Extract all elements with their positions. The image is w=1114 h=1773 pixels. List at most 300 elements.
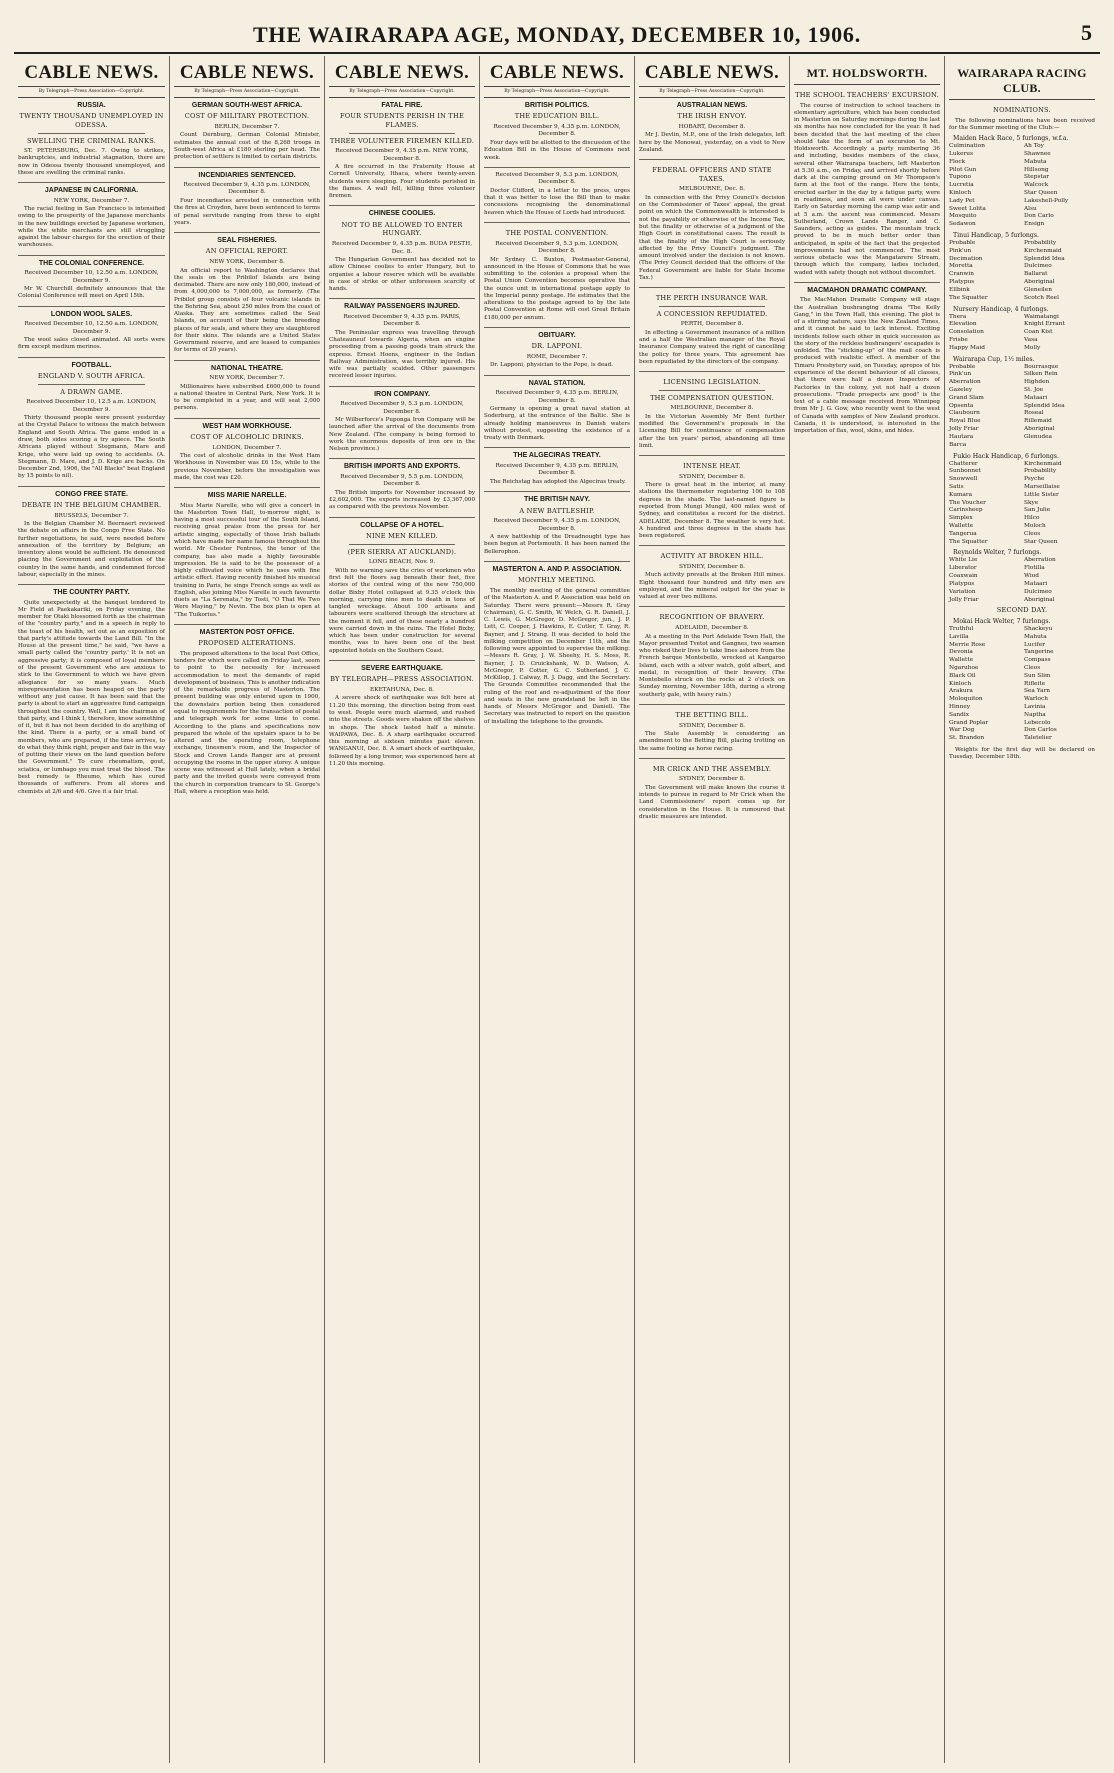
article-headline: MASTERTON A. AND P. ASSOCIATION. <box>492 566 622 574</box>
horse-name: St. Brandon <box>949 735 985 742</box>
news-article <box>639 607 785 704</box>
horse-name: Splendid Idea <box>1024 402 1065 409</box>
article-headline: COLLAPSE OF A HOTEL. <box>360 521 444 529</box>
horse-name: Lavinia <box>1024 704 1046 711</box>
column-heading: CABLE NEWS. <box>484 56 630 87</box>
news-article <box>174 233 320 361</box>
article-body: The Reichstag has adopted the Algeciras treaty. <box>490 478 626 485</box>
horse-name: Star Queen <box>1024 538 1058 545</box>
article-dateline: SYDNEY, December 8. <box>678 473 746 480</box>
horse-name: Carinsheep <box>949 507 983 514</box>
article-subhead: A NEW BATTLESHIP. <box>519 506 595 515</box>
news-article <box>639 288 785 372</box>
article-dateline: Received December 9, 4.35 p.m. BERLIN, December 8. <box>495 390 619 404</box>
article-dateline: PERTH, December 8. <box>680 321 744 328</box>
news-article <box>484 98 630 168</box>
horse-name: St. Joe <box>1024 387 1044 394</box>
news-article <box>484 562 630 731</box>
divider <box>38 384 145 385</box>
horse-name: Rillemaid <box>1024 418 1052 425</box>
horse-name: Hilco <box>1024 515 1040 522</box>
news-article <box>174 419 320 489</box>
article-subhead: THE POSTAL CONVENTION. <box>505 228 609 237</box>
racing-nominations <box>949 100 1095 767</box>
race-title: Tinui Handicap, 5 furlongs. <box>953 232 1040 240</box>
article-dateline: Received December 9, 4.35 p.m. BERLIN, December 8. <box>495 462 619 477</box>
race-title: Fukio Hack Handicap, 6 furlongs. <box>953 452 1059 460</box>
article-body: There is great heat in the interior, at many stations the thermometer registering 100 to 108 degrees in the shade. The last-named figure is reported from Mungi Mungil, 400 miles west of Sydney, and constitutes a record for the district. ADELAIDE, December 8. The weather is very hot. A hundred and three degrees in the shade has been registered. <box>639 482 785 540</box>
horse-name: Platypus <box>949 279 975 286</box>
article-subhead: PROPOSED ALTERATIONS. <box>198 639 296 648</box>
article-dateline: Received December 9, 5.5 p.m. LONDON, December 8. <box>340 473 464 488</box>
horse-name: Taletelier <box>1024 735 1052 742</box>
article-headline: OBITUARY. <box>538 331 576 339</box>
article-dateline: MELBOURNE, Dec. 8. <box>679 186 745 193</box>
article-dateline: ROME, December 7. <box>526 353 588 360</box>
article-body: In effecting a Government insurance of a million and a half the Westralian manager of the Royal Insurance Company waived the right of cancelling the policy for three years. This agreement has been repudiated by the directors of the company. <box>639 329 785 365</box>
article-dateline: BRUSSELS, December 7. <box>54 512 129 519</box>
article-subhead: TWENTY THOUSAND UNEMPLOYED IN ODESSA. <box>19 112 164 129</box>
news-article <box>484 168 630 223</box>
horse-name: Lavilla <box>949 633 969 640</box>
newspaper-columns <box>14 56 1100 1763</box>
news-article <box>484 448 630 492</box>
news-article <box>174 361 320 419</box>
article-headline: AUSTRALIAN NEWS. <box>676 102 748 109</box>
horse-name: Simplex <box>949 515 973 522</box>
article-dateline: NEW YORK, December 7. <box>53 197 130 204</box>
horse-name: Highden <box>1024 379 1050 386</box>
news-article <box>174 168 320 234</box>
horse-name: Aberration <box>1024 557 1056 564</box>
horse-name: Moloch <box>1024 523 1046 530</box>
horse-name: The Squatter <box>949 538 988 545</box>
horse-name: Ngaruhoe <box>949 664 979 671</box>
horse-name: Coaxwain <box>949 573 978 580</box>
column-byline: By Telegraph—Press Association—Copyright. <box>174 87 320 98</box>
horse-name: Kirchenmaid <box>1024 460 1062 467</box>
article-subhead: DEBATE IN THE BELGIUM CHAMBER. <box>21 500 162 509</box>
article-subhead: THE BETTING BILL. <box>675 710 749 719</box>
article-subhead: NINE MEN KILLED. <box>366 532 438 541</box>
article-headline: THE COLONIAL CONFERENCE. <box>38 259 145 267</box>
news-article <box>329 206 475 299</box>
horse-name: Psyche <box>1024 476 1045 483</box>
horse-name: Lebecolo <box>1024 719 1051 726</box>
article-body: Four incendiaries arrested in connection with the fires at Croydon, have been sentenced to terms of penal servitude ranging from three to eight years. <box>174 198 320 226</box>
horse-name: Satis <box>949 483 964 490</box>
article-body: The MacMahon Dramatic Company will stage the Australian bushranging drama "The Kelly Gang," in the Town Hall, this evening. The plot is of a stirring nature, says the New Zealand Times, and it cannot be said to lack interest. Exciting incidents follow each other in quick succession as the story of the reckless bushrangers' escapades is unfolded. The "sticking-up" of the mail coach is produced with realistic effect. A member of the Timaru Presbytery said, on Tuesday, apropos of his experience of the decent behaviour of all classes, that there were half a dozen Inspectors of Factories in the colony, yet not half a dozen prosecutions. "Trade prospects are good" is the text of a cable message received from Winnipeg from Mr J. G. Gow, who recently went to the west of Canada with samples of New Zealand produce. Canada, it is understood, is interested in the importation of flax, wool, skins, and hides. <box>794 297 940 435</box>
horse-name: Waimatangi <box>1024 313 1059 320</box>
column-heading: CABLE NEWS. <box>174 56 320 87</box>
horse-name: Frisbe <box>949 336 968 343</box>
horse-name: Hillsong <box>1024 166 1049 173</box>
horse-name: The Voucher <box>949 499 986 506</box>
horse-name: Probability <box>1024 468 1057 475</box>
news-article <box>639 759 785 826</box>
horse-list <box>949 557 1095 604</box>
horse-name: Arakura <box>949 688 973 695</box>
horse-name: Consolation <box>949 329 984 336</box>
horse-name: Mataari <box>1024 580 1048 587</box>
article-headline: CONGO FREE STATE. <box>55 490 128 498</box>
article-dateline: SYDNEY, December 8. <box>678 563 746 570</box>
horse-name: Bourrasque <box>1024 363 1059 370</box>
article-headline: MISS MARIE NARELLE. <box>207 492 287 500</box>
article-body: Millionaires have subscribed £600,000 to found a national theatre in Central Park, New York. It is to be completed in a year, and will seat 2,000 persons. <box>174 383 320 412</box>
horse-name: Variation <box>949 588 976 595</box>
horse-name: Lukerus <box>949 150 974 157</box>
horse-name: Knight Errant <box>1024 321 1065 328</box>
article-body: Mr J. Devlin, M.P., one of the Irish delegates, left here by the Monowai, yesterday, on a visit to New Zealand. <box>639 132 785 154</box>
horse-name: Merrie Rose <box>949 641 986 648</box>
horse-name: Chatterer <box>949 460 978 467</box>
horse-name: Sandix <box>949 711 969 718</box>
horse-list <box>949 461 1095 547</box>
article-headline: RUSSIA. <box>77 102 106 109</box>
horse-name: Coan Kist <box>1024 329 1053 336</box>
horse-name: Dulcimeo <box>1024 263 1052 270</box>
article-body: At a meeting in the Port Adelaide Town Hall, the Mayor presented Tvetot and Gangnes, two seamen who risked their lives to take lines ashore from the French barque Montebello, wrecked at Kangaroo Island, each with a silver watch, gold albert, and medal, in recognition of their bravery. (The Montebello struck on the rocks at 2 o'clock on Sunday morning, November 18th, during a strong southerly gale, with heavy rain.) <box>639 633 785 698</box>
article-subhead: DR. LAPPONI. <box>531 342 583 351</box>
article-headline: INCENDIARIES SENTENCED. <box>198 171 296 179</box>
divider <box>349 133 455 134</box>
article-dateline: Received December 9, 5.3 p.m. LONDON, December 8. <box>340 401 464 415</box>
horse-name: Warloch <box>1024 696 1049 703</box>
article-dateline: EKETAHUNA, Dec. 8. <box>370 686 434 693</box>
horse-name: Opsenta <box>949 402 974 409</box>
news-article <box>18 585 165 801</box>
news-article <box>639 456 785 546</box>
column-heading: MT. HOLDSWORTH. <box>794 56 940 85</box>
article-headline: SEVERE EARTHQUAKE. <box>361 664 443 672</box>
article-subhead: THE COMPENSATION QUESTION. <box>650 393 774 402</box>
horse-name: Lucretia <box>949 182 974 189</box>
news-article <box>639 546 785 607</box>
news-article <box>18 358 165 487</box>
article-body: In the Belgian Chamber M. Beernaert reviewed the debate on affairs in the Congo Free State. No further negotiations, he said, were needed before annexation of the territory by Belgium; an inventory alone would be sufficient. He denounced placing the Government and exploitation of the country in the same hands, and condemned forced labour, especially in the mines. <box>18 521 165 578</box>
horse-name: Cleos <box>1024 664 1041 671</box>
horse-name: Probable <box>949 240 976 247</box>
horse-name: Flock <box>949 158 966 165</box>
article-body: Doctor Clifford, in a letter to the press, urges that it was better to lose the Bill than to make concessions recognising the denominational heaven which the House of Lords had introduced. <box>484 187 630 216</box>
article-subhead: RECOGNITION OF BRAVERY. <box>659 613 765 622</box>
horse-name: Roseal <box>1024 410 1044 417</box>
news-column-7 <box>944 56 1099 1763</box>
horse-list <box>949 626 1095 743</box>
horse-name: Truthful <box>949 625 974 632</box>
weights-notice: Weights for the first day will be declared on Tuesday, December 18th. <box>949 747 1095 761</box>
news-article <box>329 661 475 773</box>
horse-name: Pink'un <box>949 371 972 378</box>
news-column-1 <box>14 56 169 1763</box>
article-subhead: FOUR STUDENTS PERISH IN THE FLAMES. <box>340 112 464 129</box>
horse-name: Grand Slam <box>949 394 984 401</box>
news-column-4 <box>479 56 634 1763</box>
article-body: Much activity prevails at the Broken Hill mines. Eight thousand four hundred and fifty men are employed, and the mineral output for the year is valued at over two millions. <box>639 572 785 601</box>
column-byline: By Telegraph—Press Association—Copyright. <box>639 87 785 98</box>
news-article <box>174 488 320 625</box>
news-column-5 <box>634 56 789 1763</box>
news-article <box>18 256 165 307</box>
horse-name: Cranwin <box>949 271 974 278</box>
race-title: Reynolds Welter, 7 furlongs. <box>953 549 1042 557</box>
news-article <box>794 85 940 283</box>
article-headline: THE COUNTRY PARTY. <box>53 589 130 597</box>
horse-name: Star Queen <box>1024 189 1058 196</box>
article-subhead: ENGLAND V. SOUTH AFRICA. <box>37 372 146 381</box>
horse-name: Sea Yarn <box>1024 688 1051 695</box>
column-byline: By Telegraph—Press Association—Copyright. <box>18 87 165 98</box>
horse-name: Gleneilen <box>1024 286 1052 293</box>
article-headline: THE BRITISH NAVY. <box>524 496 590 504</box>
horse-name: Marseillaise <box>1024 483 1060 490</box>
article-subhead: THE EDUCATION BILL. <box>514 112 600 121</box>
article-body: A fire occurred in the Fraternity House at Cornell University, Ithaca, where twenty-seven students were sleeping. Four students perished in the flames. A wall fell, killing three volunteer firemen. <box>329 164 475 200</box>
horse-name: Kinloch <box>949 189 972 196</box>
newspaper-title: THE WAIRARAPA AGE, MONDAY, DECEMBER 10, 1906. <box>252 22 862 47</box>
divider <box>349 544 455 545</box>
horse-name: Sweet Lolita <box>949 205 986 212</box>
horse-name: Wiod <box>1024 573 1039 580</box>
article-dateline: Received December 10, 12.5 a.m. LONDON, December 9. <box>26 399 157 413</box>
horse-name: Mataari <box>1024 394 1048 401</box>
horse-name: Decimation <box>949 255 983 262</box>
article-subhead: THE SCHOOL TEACHERS' EXCURSION. <box>795 91 939 99</box>
divider <box>38 133 145 134</box>
article-headline: MASTERTON POST OFFICE. <box>199 628 295 636</box>
horse-name: Ballarat <box>1024 271 1048 278</box>
article-subhead: AN OFFICIAL REPORT. <box>205 247 289 256</box>
article-subhead: ACTIVITY AT BROKEN HILL. <box>660 552 764 561</box>
horse-name: Probability <box>1024 240 1057 247</box>
article-body: ST. PETERSBURG, Dec. 7. Owing to strikes, bankruptcies, and industrial stagnation, there are now in Odessa twenty thousand unemployed, and these are swelling the criminal ranks. <box>18 148 165 176</box>
news-article <box>329 459 475 517</box>
article-body: A new battleship of the Dreadnought type has been begun at Portsmouth. It has been named the Bellerophon. <box>484 534 630 555</box>
article-body: Quite unexpectedly at the banquet tendered to Mr Field at Paekakariki, on Friday evening, the member for Otaki blossomed forth as the chairman of the "country party," and in a speech in reply to the toast of his health, set out as an exposition of that party's attitude towards the Land Bill. "In the House at the present time," he said, "we have a small party called the 'country party.' It is not an aggressive party; it is composed of loyal members of the present Government who are anxious to stick to the Government to which we have given allegiance for so many years. Much misrepresentation has been heaped on the party without any just cause. It has been said that the party is about to start an aggressive fund campaign throughout the country. Well, I am the chairman of that party, and I think I, therefore, know something of it, but it has not been decided to do anything of the kind. There is a party, or a small band of members, who are prepared, if the time arrives, to do what they think right, proper and fair in the way of putting their views on the land question before the Government." To cure rheumatism, gout, sciatica, or lumbago you must treat the blood. The best remedy is Rheumo, which has cured thousands of sufferers. From all stores and chemists at 2/6 and 4/6. Give it a fair trial. <box>18 599 165 795</box>
article-body: The Hungarian Government has decided not to allow Chinese coolies to enter Hungary, but to organise a labour reserve which will be available in case of strike or other unforeseen scarcity of hands. <box>329 257 475 293</box>
article-dateline: NEW YORK, December 8. <box>209 259 285 266</box>
horse-name: Little Sister <box>1024 491 1059 498</box>
article-body: The cost of alcoholic drinks in the West Ham Workhouse in November was £6 15s, while to the previous November, before the investigation was made, the cost was £20. <box>174 453 320 481</box>
article-dateline: BERLIN, December 7. <box>214 123 280 130</box>
article-headline: IRON COMPANY. <box>374 390 430 398</box>
horse-name: Tupono <box>949 174 972 181</box>
horse-name: Sedawon <box>949 221 976 228</box>
article-subhead: FEDERAL OFFICERS AND STATE TAXES. <box>652 166 772 183</box>
horse-name: Scotch Reel <box>1024 294 1059 301</box>
horse-name: Lucifer <box>1024 641 1046 648</box>
news-column-2 <box>169 56 324 1763</box>
horse-name: Rifleite <box>1024 680 1046 687</box>
article-dateline: HOBART, December 8. <box>678 123 746 130</box>
news-article <box>484 492 630 562</box>
horse-name: Cleos <box>1024 530 1041 537</box>
article-body: Miss Marie Narelle, who will give a concert in the Masterton Town Hall, to-morrow night, is having a most successful tour of the South Island, receiving great praise from the press for her artistic singing, especially of those Irish ballads which have made her name famous throughout the world. Mr Chester Fentress, the tenor of the company, has also made a highly favourable impression. He is said to be the possessor of a highly cultivated voice which he uses with fine artistic effect. Having recently finished his musical training in Paris, he sings French songs as well as English, also joining Miss Narelle in such favourite duets as "La Serenata," by Tosti, "O That We Two Were Maying," by Nevin. The box plan is open at "The Tuikorius." <box>174 502 320 618</box>
article-body: Mr Sydney C. Buxton, Postmaster-General, announced in the House of Commons that he was submitting to the colonies a proposal when the Postal Union Convention becomes operative that the ounce unit in international postage apply to the Imperial penny postage. He estimates that the alterations to the postage agreed to by the late Postal Convention at Rome will cost Great Britain £180,000 per annum. <box>484 256 630 321</box>
horse-name: Ellbink <box>949 286 970 293</box>
news-column-6 <box>789 56 944 1763</box>
article-subhead: COST OF MILITARY PROTECTION. <box>184 112 310 121</box>
horse-name: Stepstar <box>1024 174 1049 181</box>
article-dateline: Received December 9, 4.35 p.m. LONDON, December 8. <box>183 181 311 196</box>
horse-name: Claubourn <box>949 410 980 417</box>
article-body: Four days will be allotted to the discussion of the Education Bill in the House of Commons next week. <box>484 140 630 161</box>
horse-name: Black Oil <box>949 672 976 679</box>
horse-name: Kinloch <box>949 680 972 687</box>
horse-name: Pink'un <box>949 247 972 254</box>
race-title: Nursery Handicap, 4 furlongs. <box>953 305 1049 313</box>
horse-name: Compass <box>1024 657 1051 664</box>
article-body: Count Dernburg, German Colonial Minister, estimates the annual cost of the 8,268 troops in South-west Africa at £180 sterling per head. The protection of settlers is limited to certain districts. <box>174 132 320 161</box>
news-article <box>639 160 785 288</box>
news-article <box>794 283 940 440</box>
horse-name: Jolly Friar <box>949 426 979 433</box>
news-article <box>18 98 165 183</box>
article-body: The proposed alterations to the local Post Office, tenders for which were called on Friday last, seem to point to the necessity for increased accommodation to meet the demands of rapid development of business. This is another indication of the remarkable progress of Masterton. The present building was only entered upon in 1900, the downstairs portion being then considered equal to requirements for the transaction of postal and telegraph work for some time to come. According to the plans and specifications now prepared the whole of the upstairs space is to be altered and the operating room, telephone exchange, linesmen's room, and the Inspector of Stock and Crown Lands Ranger are at present occupying the rooms in the upper storey. A unique scene was witnessed at Hull lately, when a bridal party and the invited guests were conveyed from the church in corporation tramcars to St. George's Hall, where a reception was held. <box>174 650 320 795</box>
article-subhead: INTENSE HEAT. <box>683 462 741 471</box>
horse-name: Pilot Gun <box>949 166 977 173</box>
horse-name: Ah Toy <box>1024 143 1044 150</box>
article-subhead: THE PERTH INSURANCE WAR. <box>655 294 769 303</box>
horse-list <box>949 143 1095 229</box>
horse-name: Silken Rein <box>1024 371 1058 378</box>
article-headline: NAVAL STATION. <box>528 379 586 387</box>
horse-name: Grand Poplar <box>949 719 989 726</box>
horse-name: Liberator <box>949 565 977 572</box>
article-headline: FATAL FIRE. <box>381 102 423 109</box>
article-body: Germany is opening a great naval station at Soderburg, at the entrance of the Baltic. She is already holding manoeuvres in Danish waters without protest, suggesting the existence of a treaty with Denmark. <box>484 406 630 442</box>
news-article <box>18 307 165 358</box>
horse-name: Aboriginal <box>1024 596 1055 603</box>
article-dateline: Received December 10, 12.50 a.m. LONDON, December 9. <box>24 270 159 284</box>
news-article <box>639 98 785 160</box>
divider <box>659 390 765 391</box>
horse-name: Sunbonnet <box>949 468 981 475</box>
horse-name: Mabuta <box>1024 158 1047 165</box>
horse-name: San Julie <box>1024 507 1051 514</box>
article-dateline: Received December 9, 5.3 p.m. LONDON, December 8. <box>495 240 619 255</box>
horse-name: Glenudea <box>1024 433 1052 440</box>
horse-name: Elevation <box>949 321 977 328</box>
article-body: An official report to Washington declares that the seals on the Pribilof Islands are being decimated. There are now only 180,000, instead of from 4,000,000 to 7,000,000, as formerly. (The Pribilof group consists of four volcanic islands in the Behring Sea, about 250 miles from the coast of Alaska. They are sometimes called the Seal Islands, on account of their being the breeding places of fur seals, and where they are slaughtered for their skins. The islands are a United States Government reserve, and are leased to companies for terms of 20 years). <box>174 267 320 354</box>
column-heading: CABLE NEWS. <box>18 56 165 87</box>
horse-name: Don Carlos <box>1024 727 1057 734</box>
column-heading: WAIRARAPA RACING CLUB. <box>949 56 1095 100</box>
news-article <box>329 387 475 460</box>
horse-name: Wallette <box>949 523 974 530</box>
horse-name: Ensign <box>1024 221 1045 228</box>
article-headline: BRITISH IMPORTS AND EXPORTS. <box>343 463 461 471</box>
article-headline: NATIONAL THEATRE. <box>211 364 283 372</box>
article-body: The British imports for November increased by £2,602,000. The exports increased by £3,367,000 as compared with the previous November. <box>329 489 475 511</box>
news-article <box>18 487 165 586</box>
article-headline: BRITISH POLITICS. <box>524 102 590 109</box>
horse-name: Royal Blue <box>949 418 981 425</box>
article-body: Thirty thousand people were present yesterday at the Crystal Palace to witness the match between England and South Africa. The game ended in a draw, both sides scoring a try apiece. The South Africans played without Stegmann, Mare and Krige, who were laid up owing to accidents. (A. Stegmann, D. Mare, and J. D. Krige are backs. On December 2nd, 1906, the "All Blacks" beat England by 15 points to nil). <box>18 415 165 480</box>
article-dateline: SYDNEY, December 8. <box>678 722 746 729</box>
horse-name: Mahuta <box>1024 633 1047 640</box>
horse-name: Don Carlo <box>1024 213 1054 220</box>
article-subhead: SWELLING THE CRIMINAL RANKS. <box>26 136 157 145</box>
article-headline: SEAL FISHERIES. <box>217 237 277 245</box>
article-dateline: Received December 9, 4.35 p.m. NEW YORK, December 8. <box>335 148 469 162</box>
horse-name: Dulcimeo <box>1024 588 1052 595</box>
article-body: The monthly meeting of the general committee of the Masterton A. and P. Association was held on Saturday. There were present:—Messrs R. Gray (chairman), G. C. Smith, W. Welch, G. R. Daniell, J. C. Lewis, G. McGregor, D. McGregor, jun., J. P. Lett, C. Cooper, J. Hawkins, E. Cutler, T. Gray, R. Bayner, and J. Strang. It was decided to hold the milking competition on December 11th, and the following were appointed to supervise the milking:—Messrs R. Gray, J. W. Sheehy, H. S. Moss, R. Bayner, J. D. Cruickshank, W. D. Watson, A. McGregor, P. Cotter, G. C. Sutherland, J. C. McKillop, J. Calway, R. J. Dagg, and the Secretary. The Grounds Committee recommended that the ruling of the roof and re-adjustment of the floor and seats in the new grandstand be left in the hands of Messrs McGregor and Daniell. The Secretary was instructed to report on the question of installing the telephone to the grounds. <box>484 587 630 725</box>
article-headline: CHINESE COOLIES. <box>368 210 436 218</box>
article-subhead: LICENSING LEGISLATION. <box>663 378 761 387</box>
horse-name: Tangerine <box>1024 649 1054 656</box>
horse-name: Tangerua <box>949 530 977 537</box>
article-dateline: LONG BEACH, Nov. 9. <box>368 559 436 566</box>
page-number: 5 <box>1081 20 1092 45</box>
second-day-heading: SECOND DAY. <box>996 606 1048 615</box>
article-body: Mr Wilberforce's Puponga Iron Company will be launched after the arrival of the documents from New Zealand. (The company is being formed to work the enormous deposits of iron ore in the Nelson province.) <box>329 417 475 453</box>
horse-name: Hautara <box>949 433 974 440</box>
article-body: With no warning save the cries of workmen who first felt the floors sag beneath their feet, five stories of the central wing of the new 750,000 dollar Bixby Hotel collapsed at 9.35 o'clock this morning, carrying nine men to death in tons of tangled wreckage. About 100 artisans and labourers were scattered through the structure at the moment it fell, and of these nearly a hundred were carried down in the ruins. The Hotel Bixby, which has been under construction for several months, was to have been one of the best appointed hotels on the Southern Coast. <box>329 567 475 654</box>
article-body: The wool sales closed animated. All sorts were firm except medium merinos. <box>18 337 165 351</box>
horse-name: The Squatter <box>949 294 988 301</box>
horse-name: Lakeshell-Polly <box>1024 197 1069 204</box>
horse-name: Snowwell <box>949 476 978 483</box>
divider <box>659 306 765 307</box>
horse-name: Shawnee <box>1024 150 1051 157</box>
article-body: The Peninsular express was travelling through Chateauneuf towards Algeria, when an engine proceeding from a passing goods train struck the express. Ernest Hoens, engineer in the Indian Railway Administration, was terribly injured. His wife was partially scalded. Other passengers received lesser injuries. <box>329 329 475 380</box>
article-body: A severe shock of earthquake was felt here at 11.20 this morning, the direction being from east to west. People were much alarmed, and rushed into the streets. Goods were shaken off the shelves in shops. The shock lasted half a minute. WAIPAWA, Dec. 8. A sharp earthquake occurred this morning at sixteen minutes past eleven. WANGANUI, Dec. 8. A smart shock of earthquake, followed by a long tremor, was experienced here at 11.20 this morning. <box>329 695 475 767</box>
article-subhead: NOT TO BE ALLOWED TO ENTER HUNGARY. <box>341 220 463 238</box>
article-body: In connection with the Privy Council's decision on the Commissioner of Taxes' appeal, the great point on which the Commonwealth is interested is not the payability or otherwise of the Income Tax, but the finality or otherwise of a judgment of the High Court in constitutional cases. The result is that the finality of the High Court is seriously affected by the Privy Council's judgment. The amount involved under the decision is not known. (The Privy Council decided that the officers of the Federal Government are liable for State Income Tax.) <box>639 194 785 281</box>
masthead <box>14 14 1100 54</box>
horse-name: Vasa <box>1024 336 1038 343</box>
article-body: The State Assembly is considering an amendment to the Betting Bill, placing trotting on the same footing as horse racing. <box>639 731 785 752</box>
news-article <box>639 705 785 759</box>
horse-list <box>949 364 1095 450</box>
article-subhead: A DRAWN GAME. <box>60 387 123 396</box>
column-byline: By Telegraph—Press Association—Copyright. <box>484 87 630 98</box>
article-dateline: Received December 9, 5.3 p.m. LONDON, December 8. <box>495 171 619 186</box>
horse-name: Alsu <box>1024 205 1037 212</box>
horse-name: Thera <box>949 313 967 320</box>
horse-list <box>949 314 1095 353</box>
article-subhead: BY TELEGRAPH—PRESS ASSOCIATION. <box>330 675 474 684</box>
news-article <box>329 518 475 661</box>
news-column-3 <box>324 56 479 1763</box>
article-headline: MACMAHON DRAMATIC COMPANY. <box>807 286 927 294</box>
article-headline: THE ALGECIRAS TREATY. <box>513 452 601 460</box>
horse-name: Splendid Idea <box>1024 255 1065 262</box>
column-heading: CABLE NEWS. <box>329 56 475 87</box>
horse-name: Devonia <box>949 649 973 656</box>
horse-name: Moretta <box>949 263 973 270</box>
article-subhead: A CONCESSION REPUDIATED. <box>656 309 768 318</box>
horse-name: Barca <box>949 441 967 448</box>
news-article <box>639 372 785 456</box>
nominations-subhead: NOMINATIONS. <box>993 106 1051 114</box>
article-subhead: MONTHLY MEETING. <box>518 576 596 585</box>
horse-name: Jolly Friar <box>949 596 979 603</box>
horse-name: Probable <box>949 363 976 370</box>
article-dateline: SYDNEY, December 8. <box>678 776 746 783</box>
article-headline: FOOTBALL. <box>71 361 112 369</box>
horse-name: Hinney <box>949 704 971 711</box>
news-article <box>484 328 630 376</box>
article-body: The Government will make known the course it intends to pursue in regard to Mr Crick when the Land Commissioners' report comes up for consideration in the House. It is rumoured that drastic measures are intended. <box>639 784 785 820</box>
article-headline: WEST HAM WORKHOUSE. <box>202 422 292 430</box>
horse-name: Walcock <box>1024 182 1049 189</box>
news-article <box>174 98 320 168</box>
horse-name: Lady Pet <box>949 197 975 204</box>
horse-name: Naptha <box>1024 711 1046 718</box>
